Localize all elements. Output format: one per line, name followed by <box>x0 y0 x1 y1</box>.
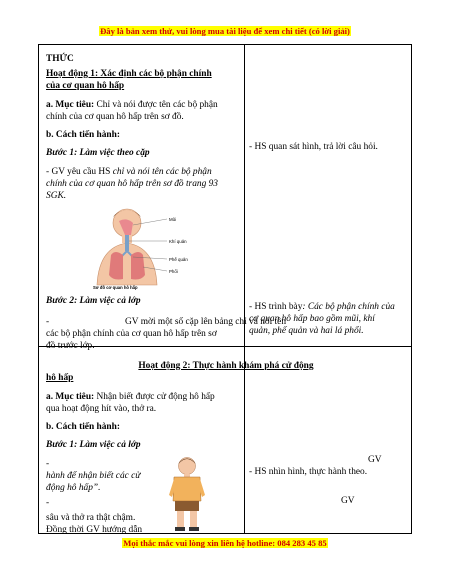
step1-instruction-prefix: - GV yêu cầu HS <box>46 167 113 177</box>
step1b-guide-line: Đồng thời GV hướng dẫn <box>46 525 143 535</box>
column-divider <box>244 45 245 533</box>
diagram-label-trachea: Khí quản <box>169 239 187 244</box>
step1b-dash-b: - <box>46 498 50 508</box>
hotline-banner <box>0 538 450 548</box>
objective2-text: Nhận biết được cử động hô hấp <box>94 392 215 402</box>
response-present-line2: cơ quan hô hấp bao gồm mũi, khí <box>249 314 375 324</box>
diagram-label-bronchi: Phế quản <box>169 257 188 262</box>
section-heading: THỨC <box>46 54 74 64</box>
step1-heading: Bước 1: Làm việc theo cặp <box>46 148 150 158</box>
response-practice: - HS nhìn hình, thực hành theo. <box>249 467 368 477</box>
activity1-title-line1: Hoạt động 1: Xác định các bộ phận chính <box>46 69 212 79</box>
objective-label: a. Mục tiêu: <box>46 100 95 110</box>
diagram-label-nose: Mũi <box>169 217 177 222</box>
objective2-label: a. Mục tiêu: <box>46 392 95 402</box>
activity2-title-line1: Hoạt động 2: Thực hành khám phá cử động <box>138 361 314 371</box>
response-observe: - HS quan sát hình, trả lời câu hỏi. <box>249 142 378 152</box>
step1-instruction-line1 <box>46 166 212 178</box>
right-gv-marker-1: GV <box>368 455 382 465</box>
step1b-italic-line1: hành để nhận biết các cử <box>46 471 141 481</box>
response-present-italic: : Các bộ phận chính của <box>302 302 395 312</box>
objective-line2: chính của cơ quan hô hấp trên sơ đồ. <box>46 112 184 122</box>
step1b-dash-a: - <box>46 459 50 469</box>
step1b-italic-line2: động hô hấp”. <box>46 483 101 493</box>
diagram-caption: Sơ đồ cơ quan hô hấp <box>93 285 138 290</box>
objective2-line1 <box>46 391 215 403</box>
step1-instruction-italic: chỉ và nói tên các bộ phận <box>112 167 212 177</box>
step1-instruction-line2: chính của cơ quan hô hấp trên sơ đồ trang 93 <box>46 179 218 189</box>
right-gv-marker-2: GV <box>341 496 355 506</box>
respiratory-diagram <box>89 205 201 291</box>
step2-instruction-line1: GV mời một số cặp lên bảng chỉ và nói tên <box>125 317 287 327</box>
objective-text: Chỉ và nói được tên các bộ phận <box>94 100 218 110</box>
step2-heading: Bước 2: Làm việc cả lớp <box>46 296 141 306</box>
method-heading: b. Cách tiến hành: <box>46 130 120 140</box>
response-present-line1 <box>249 301 395 313</box>
response-present-prefix: - HS trình bày <box>249 302 303 312</box>
boy-illustration <box>163 455 211 533</box>
preview-banner <box>0 26 450 36</box>
step2-dash: - <box>46 317 50 327</box>
activity2-title-line2: hô hấp <box>46 373 74 383</box>
step1b-breath-line: sâu và thở ra thật chậm. <box>46 513 136 523</box>
step1b-heading: Bước 1: Làm việc cả lớp <box>46 440 141 450</box>
lesson-table <box>38 44 412 534</box>
step2-instruction-line3: đồ trước lớp. <box>46 341 95 351</box>
preview-banner-text: Đây là bản xem thử, vui lòng mua tài liệu để xem chi tiết (có lời giải) <box>100 26 350 36</box>
step2-instruction-line2: các bộ phận chính của cơ quan hô hấp trên sơ <box>46 329 217 339</box>
diagram-label-lungs: Phổi <box>169 269 178 274</box>
objective-line1 <box>46 99 218 111</box>
activity1-title-line2: của cơ quan hô hấp <box>46 81 125 91</box>
objective2-line2: qua hoạt động hít vào, thở ra. <box>46 404 157 414</box>
response-present-line3: quản, phế quản và hai lá phổi. <box>249 326 364 336</box>
hotline-banner-text: Mọi thắc mắc vui lòng xin liên hệ hotline: 084 283 45 85 <box>123 538 327 548</box>
step1-instruction-line3: SGK. <box>46 191 67 201</box>
boy-figure-icon <box>169 458 205 532</box>
method2-heading: b. Cách tiến hành: <box>46 422 120 432</box>
